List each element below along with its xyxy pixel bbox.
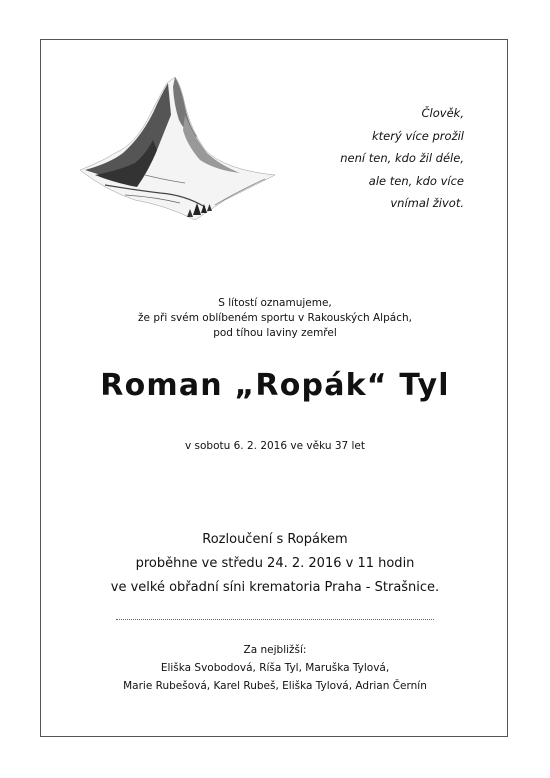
relatives-line: Eliška Svobodová, Ríša Tyl, Maruška Tylová, xyxy=(160,662,390,674)
announcement-line: pod tíhou laviny zemřel xyxy=(213,327,337,339)
announcement xyxy=(0,296,550,341)
farewell-line: ve velké obřadní síni krematoria Praha - Strašnice. xyxy=(110,580,440,595)
dotted-separator xyxy=(116,619,434,620)
farewell-info xyxy=(0,528,550,600)
mountain-illustration xyxy=(75,75,275,225)
quote-line: Člověk, xyxy=(421,106,464,120)
relatives-heading: Za nejbližší: xyxy=(243,644,307,656)
quote-line: ale ten, kdo více xyxy=(368,173,464,188)
quote-line: vnímal život. xyxy=(390,196,464,210)
quote-line: není ten, kdo žil déle, xyxy=(340,151,464,165)
relatives xyxy=(0,641,550,695)
announcement-line: S lítostí oznamujeme, xyxy=(218,297,332,309)
quote xyxy=(340,102,464,215)
death-note: v sobotu 6. 2. 2016 ve věku 37 let xyxy=(184,440,366,452)
farewell-line: proběhne ve středu 24. 2. 2016 v 11 hodin xyxy=(135,556,415,571)
quote-line: který více prožil xyxy=(372,128,464,143)
announcement-line: že při svém oblíbeném sportu v Rakouských Alpách, xyxy=(138,312,412,324)
farewell-line: Rozloučení s Ropákem xyxy=(202,532,348,547)
relatives-line: Marie Rubešová, Karel Rubeš, Eliška Tylová, Adrian Černín xyxy=(123,680,427,692)
deceased-name: Roman „Ropák“ Tyl xyxy=(100,368,450,403)
